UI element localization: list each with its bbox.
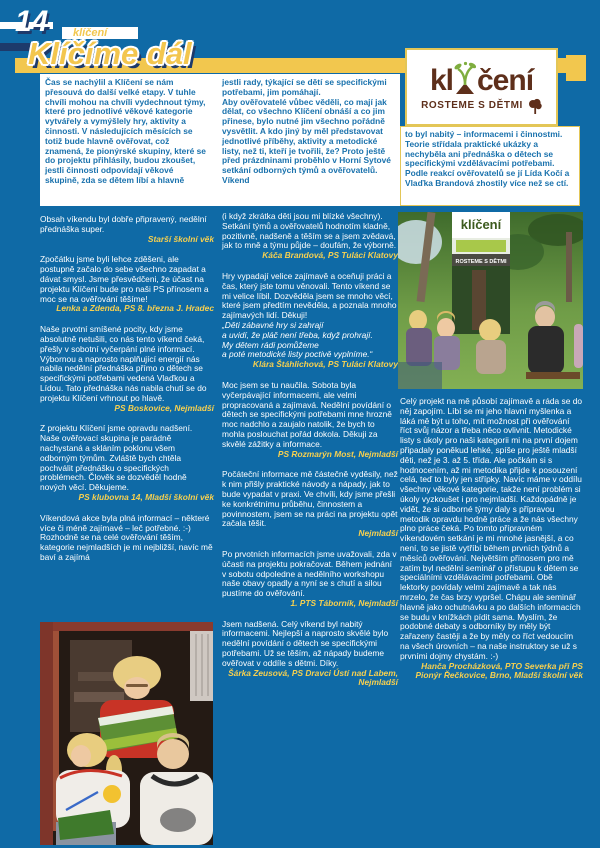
intro-paragraph-col3: to byl nabitý – informacemi i činnostmi. Teorie střídala praktické ukázky a nechyběla ani přednáška o dětech se specifickými vzdělávacími potřebami. Podle reakcí ověřovatelů se jí Lída Kočí a Vlaďka Brandová zhostily více než se ctí. <box>405 129 570 188</box>
quote-text: Po prvotních informacích jsme uvažovali, zda v účasti na projektu pokračovat. Během jednání v sobotu odpoledne a nedělního workshopu naše obavy opadly a nyní se s chutí a silou pustíme do ověřování. <box>222 548 397 599</box>
reader-quote <box>40 325 214 413</box>
logo-tagline-row <box>421 98 542 114</box>
reader-quote <box>222 470 398 539</box>
reader-quote <box>40 424 214 502</box>
intro-col2-p1: jestli rady, týkající se dětí se specifickými potřebami, jim pomáhají. <box>222 77 387 97</box>
page-number: 14 <box>15 5 49 38</box>
photo-indoor-readers <box>40 622 213 845</box>
poem-line: a poté metodické listy poctivě vyplníme.“ <box>222 349 373 360</box>
reader-quote <box>40 255 214 314</box>
quote-signature: Hanča Procházková, PTO Severka při PS Pionýr Řečkovice, Brno, Mladší školní věk <box>415 660 583 681</box>
banner-title-text: klíčení <box>460 217 502 232</box>
kliceni-logo-box <box>405 48 558 126</box>
poem-line: „Děti zábavné hry si zahrají <box>222 319 324 330</box>
intro-box-col3 <box>400 126 580 206</box>
reader-quote <box>222 272 398 370</box>
quote-signature: Káča Brandová, PS Tuláci Klatovy <box>262 250 398 261</box>
reader-quote <box>222 620 398 689</box>
quote-signature: 1. PTS Táborník, Nejmladší <box>290 597 398 608</box>
quote-text: Hry vypadají velice zajímavě a oceňuji práci a čas, který jste tomu věnovali. Tento víkend se mi velice líbil. Dozvěděla jsem se mnoho věcí, které jsem předtím nevěděla, a poznala mnoho zajímavých lidí. Děkuji! <box>222 270 397 321</box>
quotes-column-1 <box>40 215 214 563</box>
quote-signature: PS Boskovice, Nejmladší <box>114 402 214 413</box>
poem-line: a uvidí, že pláč není třeba, když prohrají. <box>222 329 373 340</box>
intro-paragraph-col1: Čas se nachýlil a Klíčení se nám přesouvá do další velké etapy. V tuhle chvíli mohou na chvíli vydechnout týmy, které pro jednotlivé věkové kategorie vytvářely a vymýšlely hry, aktivity a činnosti. V následujících měsících se totiž bude hlavně ověřovat, což znamená, že pionýrské skupiny, které se do projektu přihlásily, budou zkoušet, jestli činnosti odpovídají věkové skupině, zda se dětem líbí a hlavně <box>45 77 206 185</box>
poem-line: My dětem rádi pomůžeme <box>222 339 319 350</box>
quote-signature: PS Rozmarýn Most, Nejmladší <box>277 448 398 459</box>
quotes-column-2 <box>222 212 398 688</box>
photo-outdoor-seminar <box>398 212 583 389</box>
page-title: Klíčíme dál <box>28 36 192 71</box>
yellow-band-tab <box>566 55 586 81</box>
reader-quote <box>40 514 214 563</box>
quote-text: Obsah víkendu byl dobře připravený, nedělní přednáška super. <box>40 214 207 234</box>
quote-signature: PS klubovna 14, Mladší školní věk <box>78 491 214 502</box>
reader-quote <box>222 212 398 261</box>
quote-signature: Starší školní věk <box>147 233 214 244</box>
quote-text: Zpočátku jsme byli lehce zděšeni, ale postupně začalo do sebe všechno zapadat a dávat smysl. Jsme přesvědčeni, že účast na projektu Klíčení bude pro naši PS přínosem a moc se na ověřování těšíme! <box>40 254 209 304</box>
reader-quote <box>222 550 398 609</box>
logo-text-prefix: kl <box>429 63 453 97</box>
quote-text: Naše prvotní smíšené pocity, kdy jsme absolutně netušili, co nás tento víkend čeká, přešly v sobotní vyčerpání plné informací. Výbornou a naprosto naplňující energií nás nabila nedělní přednáška přímo o dětech se specifickými potřebami vedená Vlaďkou a Lídou. Tato přednáška nás nabila chutí se do projektu Klíčení vrhnout po hlavě. <box>40 324 207 403</box>
intro-col2-p2: Aby ověřovatelé vůbec věděli, co mají jak dělat, co všechno Klíčení obnáší a co jim přinese, bylo nutné jim všechno pořádně vysvětlit. A kdo jiný by měl představovat jednotlivé příběhy, aktivity a metodické listy, než ti, kteří je tvořili, že? Proto ještě před prázdninami proběhlo v Horní Sytové setkání odborných týmů a ověřovatelů. Víkend <box>222 96 391 185</box>
reader-quote <box>40 215 214 244</box>
sprout-icon <box>454 61 476 95</box>
logo-text-suffix: čení <box>477 63 534 97</box>
banner-tagline-text: ROSTEME S DĚTMI <box>455 259 507 265</box>
quote-text: Počáteční informace mě částečně vyděsily, než k nim přišly praktické návody a nápady, jak to bude vypadat v praxi. Ve chvíli, kdy jsme přešli ke konkrétnímu průběhu, činnostem a povinnostem, jsem se na práci na projektu opět začala těšit. <box>222 469 398 529</box>
quotes-column-3 <box>400 397 583 681</box>
quote-text: Celý projekt na mě působí zajímavě a ráda se do něj zapojím. Líbí se mi jeho hlavní myšlenka a láká mě být u toho, mít možnost při ověřování říct svůj názor a třeba něco ovlivnit. Metodické listy s úkoly pro naši kategorii mi na první dojem připadaly poněkud lehké, spíše pro ještě mladší děti, než je 3. až 5. třída. Ale počkám si s hodnocením, až mi metodika přijde k posouzení celá, teď to byly jen střípky. Navíc máme v oddílu všechny věkové kategorie, takže není problém si úkoly vyzkoušet i pro nejmladší. Každopádně je vidět, že si odborné týmy daly s přípravou metodik opravdu hodně práce a že nás všechny plno práce čeká. Po tomto přípravném víkendovém setkání je mi mnohé jasnější, a co není, to se jistě vytříbí během prvních týdnů a měsíců ověřování. Největším přínosem pro mě zatím byl nedělní seminář o přístupu k dětem se speciálními vzdělávacími potřebami. Obě lektorky povídaly velmi zajímavě a tak nás mrzelo, že čas brzy vypršel. Chápu ale seminář hlavně jako ochutnávku a po dalších informacích se budu v knížkách pídit sama. Myslím, že podobné debaty s odborníky by měly být zařazeny častěji a že by měly co říct vedoucím na všech úrovních – na naše instruktory se už s prvními dojmy chystám. :-) <box>400 396 583 661</box>
quote-signature: Nejmladší <box>358 528 398 539</box>
logo-tagline: ROSTEME S DĚTMI <box>421 100 523 111</box>
intro-paragraph-col2 <box>222 78 394 186</box>
quote-text: Moc jsem se tu naučila. Sobota byla vyčerpávající informacemi, ale velmi propracovaná a zajímavá. Nedělní povídání o dětech se specifickými potřebami mne hrozně moc nadchlo a zaujalo natolik, že bych to mohla poslouchat pořád dokola. Děkuji za skvělé zážitky a informace. <box>222 379 392 449</box>
quote-text: (i když zkrátka děti jsou mi blízké všechny). Setkání týmů a ověřovatelů hodnotím kladně, pozitivně, nadšeně a těším se a jsem zvědavá, jak to mně a týmu půjde – doufám, že výborně. <box>222 211 397 251</box>
quote-text: Víkendová akce byla plná informací – některé více či méně zajímavé – leč potřebné. :-) Rozhodně se na celé ověřování těším, kategorie nejmladších je mi nejbližší, navíc mě baví a zajímá <box>40 512 213 562</box>
reader-quote <box>222 381 398 459</box>
quote-signature: Lenka a Zdenda, PS 8. března J. Hradec <box>56 303 214 314</box>
tree-icon <box>528 98 542 114</box>
quote-text: Z projektu Klíčení jsme opravdu nadšení. Naše ověřovací skupina je parádně nachystaná a skláním poklonu všem odborným týmům. Zvláště bych chtěla pochválit přednášku o specifických problémech. Člověk se dozvěděl hodně nových věcí. Děkujeme. <box>40 423 193 493</box>
reader-quote <box>400 397 583 681</box>
kliceni-logo <box>429 61 534 97</box>
quote-signature: Šárka Zeusová, PS Dravci Ústí nad Labem, Nejmladší <box>228 667 398 688</box>
section-label: klíčení <box>73 26 108 39</box>
quote-text: Jsem nadšená. Celý víkend byl nabitý informacemi. Nejlepší a naprosto skvělé bylo nedělní povídání o dětech se specifickými potřebami. Už se těším, až nápady budeme ověřovat v oddíle s dětmi. Díky. <box>222 618 389 668</box>
quote-signature: Klára Štáhlichová, PS Tuláci Klatovy <box>252 359 398 370</box>
